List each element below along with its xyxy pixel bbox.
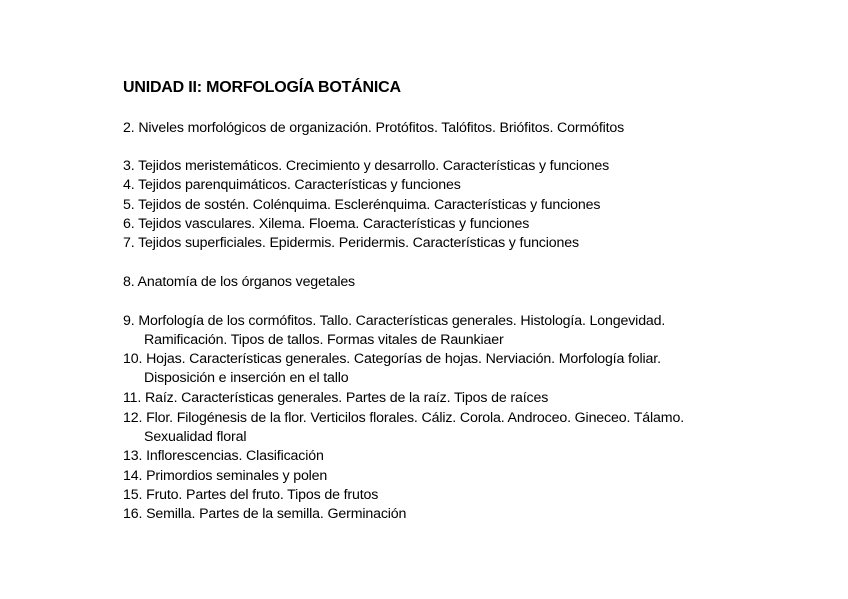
- topic-item: [123, 486, 378, 505]
- topic-text: 12. Flor. Filogénesis de la flor. Verticilos florales. Cáliz. Corola. Androceo. Gineceo. Tálamo.: [123, 410, 684, 426]
- topic-text: 3. Tejidos meristemáticos. Crecimiento y desarrollo. Características y funciones: [123, 158, 610, 174]
- topic-item: [123, 157, 609, 176]
- topic-text-continuation: Sexualidad floral: [144, 429, 247, 446]
- topic-item: [123, 350, 661, 389]
- topic-item: [123, 447, 324, 466]
- topic-text: 10. Hojas. Características generales. Categorías de hojas. Nerviación. Morfología foliar.: [123, 351, 661, 367]
- topic-item: [123, 196, 600, 215]
- topic-item: [123, 312, 665, 351]
- topic-item: [123, 467, 327, 486]
- topic-item: [123, 119, 624, 138]
- topic-text: 4. Tejidos parenquimáticos. Características y funciones: [123, 177, 461, 193]
- topic-text: 7. Tejidos superficiales. Epidermis. Peridermis. Características y funciones: [123, 235, 579, 251]
- topic-text: 16. Semilla. Partes de la semilla. Germinación: [123, 506, 407, 522]
- topic-item: [123, 505, 406, 524]
- topic-text-continuation: Disposición e inserción en el tallo: [144, 370, 349, 387]
- topic-text: 14. Primordios seminales y polen: [123, 468, 328, 484]
- topic-text: 8. Anatomía de los órganos vegetales: [123, 274, 356, 290]
- topic-text: 5. Tejidos de sostén. Colénquima. Esclerénquima. Características y funciones: [123, 197, 601, 213]
- topic-text: 11. Raíz. Características generales. Partes de la raíz. Tipos de raíces: [123, 390, 549, 406]
- topic-text: 9. Morfología de los cormófitos. Tallo. Características generales. Histología. Longevidad.: [123, 313, 666, 329]
- topic-text: 15. Fruto. Partes del fruto. Tipos de frutos: [123, 487, 379, 503]
- topic-text: 6. Tejidos vasculares. Xilema. Floema. Características y funciones: [123, 216, 530, 232]
- topic-text: 13. Inflorescencias. Clasificación: [123, 448, 324, 464]
- topic-text: 2. Niveles morfológicos de organización. Protófitos. Talófitos. Briófitos. Cormófitos: [123, 120, 625, 136]
- topic-text-continuation: Ramificación. Tipos de tallos. Formas vitales de Raunkiaer: [144, 332, 504, 349]
- topic-item: [123, 273, 355, 292]
- topic-item: [123, 389, 548, 408]
- unit-title: UNIDAD II: MORFOLOGÍA BOTÁNICA: [123, 79, 401, 96]
- topic-item: [123, 176, 461, 195]
- topic-item: [123, 234, 579, 253]
- topic-item: [123, 409, 684, 448]
- topic-item: [123, 215, 529, 234]
